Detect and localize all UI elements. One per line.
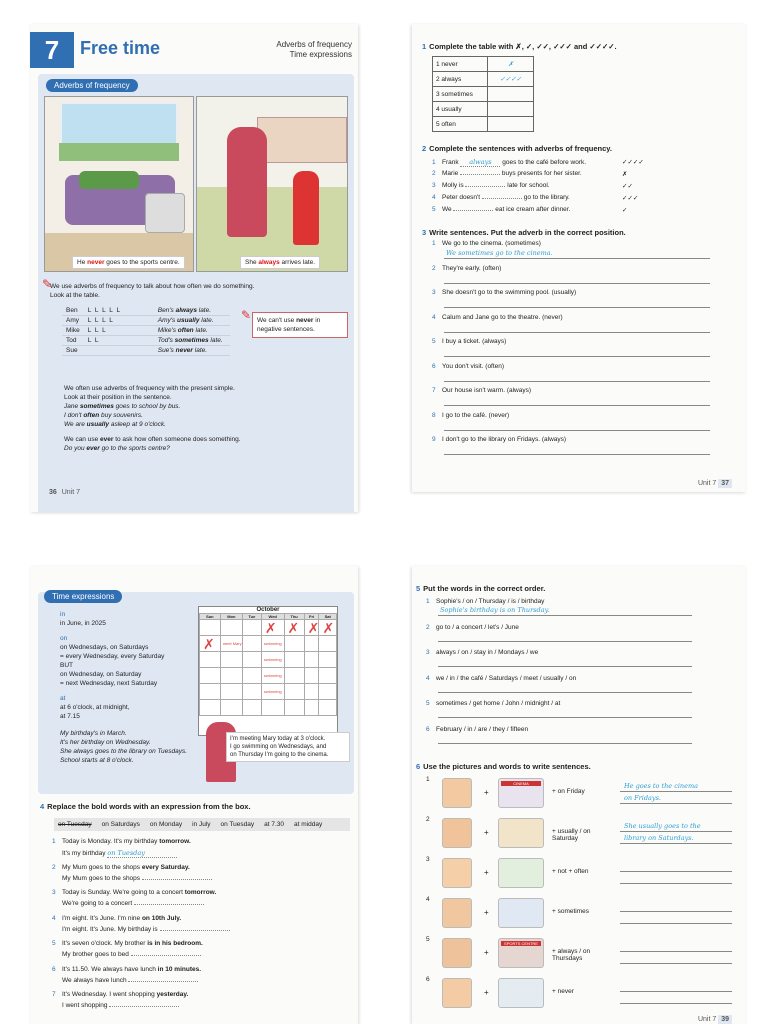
calendar-cell [261, 652, 284, 668]
teacher-illustration [227, 127, 267, 237]
ex3-item: 8 I go to the café. (never) [432, 411, 510, 419]
ex3-item: 9 I don't go to the library on Fridays. (always) [432, 436, 567, 443]
ex6-answer-line[interactable] [620, 1003, 732, 1004]
example-often: I don't often buy souvenirs. [64, 412, 143, 419]
ex1-answer-cell[interactable] [488, 102, 534, 117]
calendar-cell [242, 668, 261, 684]
page-39 [412, 566, 746, 1024]
ex6-answer-2: on Fridays. [624, 794, 661, 802]
cross-mark: ✗ [203, 636, 215, 652]
plus-sign: + [484, 948, 489, 957]
ex5-answer: Sophie's birthday is on Thursday. [440, 606, 550, 614]
ex4-answer-line: We're going to a concert [62, 900, 204, 907]
exercise-1-table [432, 56, 534, 132]
ex4-question: 6 It's 11.50. We always have lunch in 10 minutes. [52, 965, 202, 973]
ex6-cue: + not + often [552, 868, 589, 875]
unit-subtitles [276, 40, 352, 60]
row-marks: L L L L [84, 316, 154, 326]
ex2-marks: ✓✓✓✓ [622, 159, 644, 166]
section-tag-time: Time expressions [44, 590, 122, 603]
calendar-day-header: Thu [284, 614, 304, 620]
calendar-cell [200, 652, 221, 668]
calendar-cell [319, 636, 337, 652]
page-36 [30, 24, 358, 512]
cross-mark: ✗ [287, 620, 300, 636]
ex6-number: 1 [426, 776, 430, 783]
calendar-cell [220, 700, 242, 716]
ex4-question: 3 Today is Sunday. We're going to a concert tomorrow. [52, 889, 217, 896]
speech-bubble: I'm meeting Mary today at 3 o'clock. I go swimming on Wednesdays, and on Thursday I'm going to the cinema. [226, 732, 350, 762]
calendar-cell [284, 620, 304, 636]
ex5-answer-line[interactable] [438, 692, 692, 693]
ex3-answer-line[interactable] [444, 454, 710, 455]
calendar-cell [304, 684, 319, 700]
ex3-answer-line[interactable] [444, 307, 710, 308]
exercise-1-title: 1 Complete the table with ✗, ✓, ✓✓, ✓✓✓ and ✓✓✓✓. [422, 42, 617, 51]
ex3-answer-line[interactable] [444, 283, 710, 284]
calendar-cell [200, 684, 221, 700]
row-name: Amy [62, 316, 84, 326]
ex6-answer-line[interactable] [620, 883, 732, 884]
exercise-6-title: 6 Use the pictures and words to write sentences. [416, 762, 591, 771]
ex6-answer-line[interactable] [620, 791, 732, 792]
cross-mark: ✗ [307, 620, 320, 636]
ex1-answer-cell[interactable] [488, 87, 534, 102]
ex2-blank[interactable] [465, 186, 505, 187]
ex2-blank[interactable]: always [460, 158, 500, 167]
calendar-cell [242, 620, 261, 636]
pencil-icon: ✎ [241, 308, 252, 322]
ex1-label: 1 never [433, 57, 488, 72]
word-box-item: on Tuesday [58, 821, 92, 828]
ex5-item: 5 sometimes / get home / John / midnight / at [426, 700, 561, 707]
ex3-item: 7 Our house isn't warm. (always) [432, 387, 532, 394]
place-picture [498, 898, 544, 928]
ex6-answer-1: She usually goes to the [624, 822, 701, 830]
calendar-cell [261, 684, 284, 700]
place-picture [498, 778, 544, 808]
girl-illustration [293, 171, 319, 245]
ex6-number: 5 [426, 936, 430, 943]
ex1-label: 4 usually [433, 102, 488, 117]
ex2-item: 1 Frank always goes to the café before work. ✓✓✓✓ [432, 158, 644, 166]
calendar-cell [220, 636, 242, 652]
ex2-marks: ✓✓ [622, 183, 633, 190]
ex1-row [433, 102, 534, 117]
ex6-answer-line[interactable] [620, 951, 732, 952]
calendar-cell [242, 652, 261, 668]
word-box-item: at midday [294, 821, 323, 828]
plus-sign: + [484, 908, 489, 917]
example-usually: We are usually asleep at 9 o'clock. [64, 421, 166, 428]
calendar-cell [261, 620, 284, 636]
ex4-blank[interactable]: on Tuesday [107, 849, 177, 858]
place-sign: CINEMA [501, 781, 541, 786]
person-picture [442, 778, 472, 808]
calendar-october: October Sun Mon Tue Wed Thu Fri Sat ✗ ✗ ✗ ✗ ✗ meet Mary swimming swimming swimming swimming [198, 606, 338, 736]
calendar-day-header: Tue [242, 614, 261, 620]
ex3-item: 6 You don't visit. (often) [432, 362, 505, 370]
ex5-answer-line[interactable] [438, 615, 692, 616]
ex5-answer-line[interactable] [438, 641, 692, 642]
ex6-answer-line[interactable] [620, 831, 732, 832]
ex4-answer-line: I went shopping [62, 1002, 179, 1009]
calendar-cell [304, 652, 319, 668]
calendar-week [200, 684, 337, 700]
ex3-answer-line[interactable] [444, 381, 710, 382]
calendar-cell [304, 636, 319, 652]
calendar-cell [319, 668, 337, 684]
row-sentence: Tod's sometimes late. [154, 336, 230, 346]
calendar-note-swimming: swimming [263, 689, 282, 694]
calendar-cell [304, 620, 319, 636]
caption-never: He never goes to the sports centre. [72, 256, 185, 269]
ex4-question: 2 My Mum goes to the shops every Saturday. [52, 863, 190, 871]
calendar-note-swimming: swimming [263, 673, 282, 678]
ex4-answer-line: It's my birthday on Tuesday [62, 849, 177, 858]
row-name: Sue [62, 346, 84, 356]
ex6-cue: + always / on Thursdays [552, 948, 591, 962]
person-picture [442, 858, 472, 888]
row-marks: L L [84, 336, 154, 346]
ex6-answer-line[interactable] [620, 963, 732, 964]
cross-mark: ✗ [322, 620, 335, 636]
ex5-item: 1 Sophie's / on / Thursday / is / birthday [426, 598, 545, 605]
place-picture [498, 858, 544, 888]
place-picture [498, 818, 544, 848]
illustration-boy-on-sofa [44, 96, 194, 272]
ex4-blank[interactable] [142, 879, 212, 880]
exercise-5-title: 5 Put the words in the correct order. [416, 584, 546, 593]
intro-text: ✎ We use adverbs of frequency to talk about how often we do something. Look at the table. [42, 277, 255, 299]
ex4-question: 5 It's seven o'clock. My brother is in his bedroom. [52, 940, 203, 947]
row-sentence: Ben's always late. [154, 306, 230, 316]
calendar-cell [242, 636, 261, 652]
frequency-row [62, 346, 230, 356]
plus-sign: + [484, 988, 489, 997]
word-box-item: on Tuesday [220, 821, 255, 828]
calendar-cell [220, 652, 242, 668]
ex2-item: 3 Molly is late for school. ✓✓ [432, 182, 633, 190]
calendar-note-swimming: swimming [263, 657, 282, 662]
ex4-blank[interactable] [109, 1006, 179, 1007]
ex1-row [433, 87, 534, 102]
person-picture [442, 938, 472, 968]
ex4-answer-line: We always have lunch [62, 977, 198, 984]
pencil-icon: ✎ [42, 277, 53, 291]
sports-bag-illustration [145, 193, 185, 233]
boy-illustration [79, 171, 139, 189]
calendar-cell [220, 668, 242, 684]
ex5-answer-line[interactable] [438, 666, 692, 667]
frequency-row [62, 326, 230, 336]
illustration-girl-arriving [196, 96, 348, 272]
ex6-cue: + never [552, 988, 574, 995]
calendar-week [200, 668, 337, 684]
ex6-number: 4 [426, 896, 430, 903]
ex4-blank[interactable] [134, 904, 204, 905]
ex6-answer-line[interactable] [620, 843, 732, 844]
calendar-note-meet: meet Mary [222, 641, 242, 646]
ex3-answer-line[interactable] [444, 332, 710, 333]
ex3-answer-line[interactable] [444, 405, 710, 406]
calendar-cell [261, 700, 284, 716]
ex3-answer-line[interactable] [444, 430, 710, 431]
ex1-label: 3 sometimes [433, 87, 488, 102]
calendar-cell [200, 636, 221, 652]
person-picture [442, 898, 472, 928]
ex5-item: 6 February / in / are / they / fifteen [426, 725, 529, 733]
ex6-answer-line[interactable] [620, 923, 732, 924]
ex4-blank[interactable] [128, 981, 198, 982]
ex6-answer-2: library on Saturdays. [624, 834, 694, 842]
ex1-label: 2 always [433, 72, 488, 87]
ex6-answer-line[interactable] [620, 871, 732, 872]
ex6-cue: + sometimes [552, 908, 590, 915]
exercise-2-title: 2 Complete the sentences with adverbs of frequency. [422, 144, 612, 153]
calendar-note-swimming: swimming [263, 641, 282, 646]
word-box-item: at 7.30 [264, 821, 285, 828]
word-box-item: on Monday [149, 821, 183, 828]
row-sentence: Sue's never late. [154, 346, 230, 356]
ex5-item: 4 we / in / the café / Saturdays / meet / usually / on [426, 674, 577, 682]
ex2-marks: ✓✓✓ [622, 195, 639, 202]
ex2-marks: ✗ [622, 171, 628, 178]
ex3-answer-line[interactable] [444, 258, 710, 259]
ex3-item: 2 They're early. (often) [432, 264, 502, 272]
calendar-cell [304, 700, 319, 716]
example-sometimes: Jane sometimes goes to school by bus. [64, 403, 181, 410]
ex3-item: 1 We go to the cinema. (sometimes) [432, 240, 541, 247]
calendar-day-header: Sun [200, 614, 221, 620]
present-simple-text: We often use adverbs of frequency with the present simple. Look at their position in the sentence. Jane sometimes goes to school by bus. I don't often buy souvenirs. We are usually asleep at 9 o'clock. We can use ever to ask how often someone does something. Do you ever go to the sports centre? [64, 384, 344, 453]
ex1-row [433, 72, 534, 87]
calendar-cell [261, 668, 284, 684]
ex4-question: 1 Today is Monday. It's my birthday tomorrow. [52, 838, 191, 845]
ex3-item: 5 I buy a ticket. (always) [432, 338, 507, 345]
frequency-row [62, 306, 230, 316]
plus-sign: + [484, 788, 489, 797]
calendar-cell [220, 684, 242, 700]
ex2-marks: ✓ [622, 207, 628, 214]
ex4-blank[interactable] [131, 955, 201, 956]
row-name: Ben [62, 306, 84, 316]
note-never: ✎ We can't use never in negative sentences. [252, 312, 348, 338]
ex5-item: 2 go to / a concert / let's / June [426, 623, 519, 631]
frequency-table [62, 306, 230, 356]
ex6-answer-line[interactable] [620, 991, 732, 992]
subtitle-time: Time expressions [289, 50, 352, 59]
calendar-day-header: Wed [261, 614, 284, 620]
ex3-answer-line[interactable] [444, 356, 710, 357]
row-marks: L L L [84, 326, 154, 336]
place-picture [498, 938, 544, 968]
ex6-number: 6 [426, 976, 430, 983]
calendar-cell [284, 700, 304, 716]
place-picture [498, 978, 544, 1008]
ex4-blank[interactable] [160, 930, 230, 931]
unit-title: Free time [80, 38, 161, 58]
ex3-item: 3 She doesn't go to the swimming pool. (usually) [432, 289, 577, 296]
frequency-row [62, 316, 230, 326]
ex2-item: 2 Marie buys presents for her sister. ✗ [432, 170, 628, 178]
row-name: Mike [62, 326, 84, 336]
exercise-3-title: 3 Write sentences. Put the adverb in the correct position. [422, 228, 626, 237]
page-38 [30, 566, 358, 1024]
unit-number: 7 [30, 32, 74, 68]
subtitle-adverbs: Adverbs of frequency [276, 40, 352, 49]
ex6-number: 2 [426, 816, 430, 823]
calendar-cell [319, 620, 337, 636]
frequency-row [62, 336, 230, 346]
ever-rule: We can use ever to ask how often someone does something. [64, 436, 241, 443]
section-tag-adverbs: Adverbs of frequency [46, 79, 138, 92]
calendar-cell [261, 636, 284, 652]
ex4-answer-line: My Mum goes to the shops [62, 875, 212, 882]
plus-sign: + [484, 828, 489, 837]
calendar-cell [284, 652, 304, 668]
ex2-item: 4 Peter doesn't go to the library. ✓✓✓ [432, 194, 639, 202]
calendar-day-header: Fri [304, 614, 319, 620]
cross-mark: ✗ [264, 620, 277, 636]
ex5-answer-line[interactable] [438, 717, 692, 718]
time-rules: in in June, in 2025 on on Wednesdays, on Saturdays = every Wednesday, every Saturday BUT on Wednesday, on Saturday = next Wednesday, next Saturday at at 6 o'clock, at midnight, at 7.15 My birthday's in March. It's her birthday on Wednesday. She always goes to the library on Tuesdays. School starts at 8 o'clock. [60, 611, 188, 764]
calendar-day-header: Sat [319, 614, 337, 620]
calendar-cell [242, 700, 261, 716]
ex6-answer-1: He goes to the cinema [624, 782, 698, 790]
ex1-row [433, 57, 534, 72]
ex6-cue: + usually / on Saturday [552, 828, 591, 842]
ex1-row [433, 117, 534, 132]
person-picture [442, 818, 472, 848]
calendar-cell [319, 700, 337, 716]
ex1-answer-cell[interactable]: ✓✓✓✓ [488, 72, 534, 87]
page-footer-36: 36 Unit 7 [46, 489, 80, 496]
calendar-cell [200, 668, 221, 684]
calendar-cell [284, 684, 304, 700]
calendar-day-header: Mon [220, 614, 242, 620]
calendar-cell [200, 700, 221, 716]
ex1-answer-cell[interactable] [488, 117, 534, 132]
calendar-cell [200, 620, 221, 636]
plus-sign: + [484, 868, 489, 877]
calendar-week [200, 620, 337, 636]
ex2-blank[interactable] [453, 210, 493, 211]
ex6-answer-line[interactable] [620, 803, 732, 804]
ex3-answer: We sometimes go to the cinema. [446, 249, 553, 257]
row-sentence: Amy's usually late. [154, 316, 230, 326]
ex2-blank[interactable] [482, 198, 522, 199]
ex4-answer-line: I'm eight. It's June. My birthday is [62, 926, 230, 933]
calendar-cell [319, 684, 337, 700]
place-sign: SPORTS CENTRE [501, 941, 541, 946]
ex4-question: 4 I'm eight. It's June. I'm nine on 10th July. [52, 914, 182, 922]
calendar-cell [220, 620, 242, 636]
calendar-week [200, 652, 337, 668]
ex4-question: 7 It's Wednesday. I went shopping yesterday. [52, 991, 189, 998]
word-box-item: on Saturdays [101, 821, 140, 828]
word-box-item: in July [192, 821, 211, 828]
ex6-number: 3 [426, 856, 430, 863]
calendar-cell [304, 668, 319, 684]
calendar-cell [284, 636, 304, 652]
calendar-cell [242, 684, 261, 700]
ex5-item: 3 always / on / stay in / Mondays / we [426, 649, 539, 656]
calendar-week [200, 636, 337, 652]
school-building-illustration [257, 117, 347, 163]
calendar-cell [319, 652, 337, 668]
calendar-cell [284, 668, 304, 684]
page-footer-37: Unit 7 37 [698, 480, 732, 487]
page-footer-39: Unit 7 39 [698, 1016, 732, 1023]
ever-example: Do you ever go to the sports centre? [64, 445, 170, 452]
caption-always: She always arrives late. [240, 256, 320, 269]
row-marks [84, 346, 154, 356]
exercise-4-title: 4 Replace the bold words with an expression from the box. [40, 802, 251, 811]
ex5-answer-line[interactable] [438, 743, 692, 744]
ex1-label: 5 often [433, 117, 488, 132]
ex2-item: 5 We eat ice cream after dinner. ✓ [432, 206, 628, 214]
person-picture [442, 978, 472, 1008]
ex4-answer-line: My brother goes to bed [62, 951, 201, 958]
word-box [54, 818, 350, 831]
row-marks: L L L L L [84, 306, 154, 316]
ex6-cue: + on Friday [552, 788, 585, 795]
ex3-item: 4 Calum and Jane go to the theatre. (never) [432, 313, 563, 321]
ex1-answer-cell[interactable]: ✗ [488, 57, 534, 72]
calendar-week [200, 700, 337, 716]
row-sentence: Mike's often late. [154, 326, 230, 336]
ex2-blank[interactable] [460, 174, 500, 175]
page-37 [412, 24, 746, 492]
row-name: Tod [62, 336, 84, 346]
ex6-answer-line[interactable] [620, 911, 732, 912]
